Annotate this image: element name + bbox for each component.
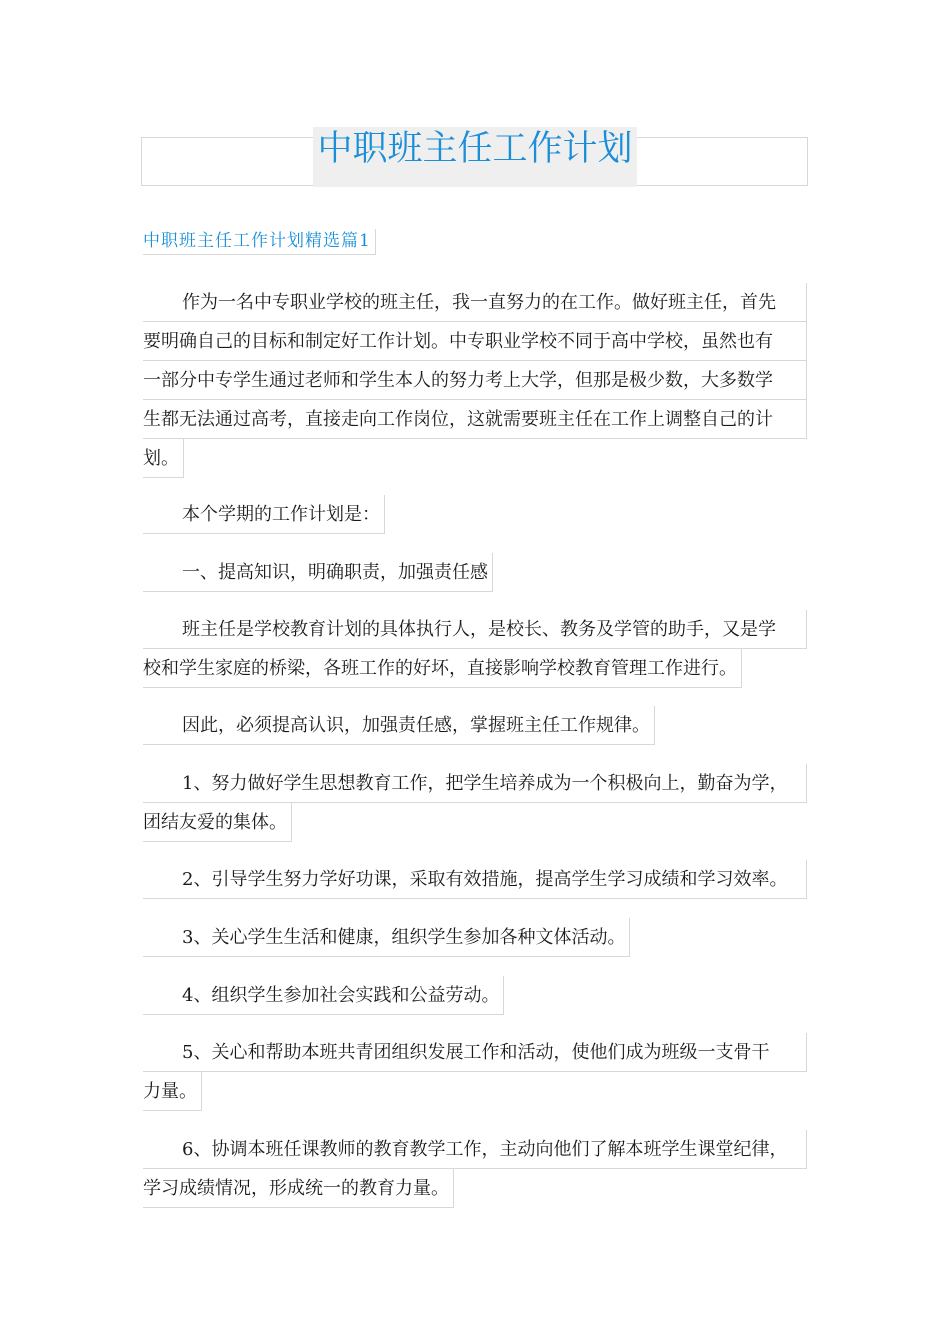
paragraph-intro — [143, 283, 807, 492]
text-line: 4、组织学生参加社会实践和公益劳动。 — [143, 976, 504, 1015]
text-line: 划。 — [143, 439, 184, 478]
text-line: 1、努力做好学生思想教育工作，把学生培养成为一个积极向上，勤奋为学， — [143, 764, 807, 803]
section-subtitle: 中职班主任工作计划精选篇1 — [143, 229, 376, 255]
text-line: 团结友爱的集体。 — [143, 803, 292, 842]
section-heading-1 — [143, 553, 807, 606]
list-item-6 — [143, 1130, 807, 1222]
text-line: 校和学生家庭的桥梁，各班工作的好坏，直接影响学校教育管理工作进行。 — [143, 649, 742, 688]
paragraph-therefore — [143, 706, 807, 759]
text-line: 要明确自己的目标和制定好工作计划。中专职业学校不同于高中学校，虽然也有 — [143, 322, 807, 361]
text-line: 本个学期的工作计划是： — [143, 495, 385, 534]
text-line: 学习成绩情况，形成统一的教育力量。 — [143, 1169, 454, 1208]
text-line: 2、引导学生努力学好功课，采取有效措施，提高学生学习成绩和学习效率。 — [143, 860, 807, 899]
text-line: 班主任是学校教育计划的具体执行人，是校长、教务及学管的助手，又是学 — [143, 610, 807, 649]
document-title: 中职班主任工作计划 — [313, 127, 637, 187]
text-line: 力量。 — [143, 1072, 202, 1111]
list-item-4 — [143, 976, 807, 1029]
text-line: 作为一名中专职业学校的班主任，我一直努力的在工作。做好班主任，首先 — [143, 283, 807, 322]
paragraph-plan-heading — [143, 495, 807, 548]
text-line: 3、关心学生生活和健康，组织学生参加各种文体活动。 — [143, 918, 630, 957]
text-line: 因此，必须提高认识，加强责任感，掌握班主任工作规律。 — [143, 706, 655, 745]
text-line: 生都无法通过高考，直接走向工作岗位，这就需要班主任在工作上调整自己的计 — [143, 400, 807, 439]
list-item-2 — [143, 860, 807, 899]
paragraph-role — [143, 610, 807, 702]
list-item-1 — [143, 764, 807, 856]
list-item-3 — [143, 918, 807, 971]
list-item-5 — [143, 1033, 807, 1125]
text-line: 6、协调本班任课教师的教育教学工作，主动向他们了解本班学生课堂纪律， — [143, 1130, 807, 1169]
text-line: 一部分中专学生通过老师和学生本人的努力考上大学，但那是极少数，大多数学 — [143, 361, 807, 400]
text-line: 5、关心和帮助本班共青团组织发展工作和活动，使他们成为班级一支骨干 — [143, 1033, 807, 1072]
text-line: 一、提高知识，明确职责，加强责任感 — [143, 553, 493, 592]
